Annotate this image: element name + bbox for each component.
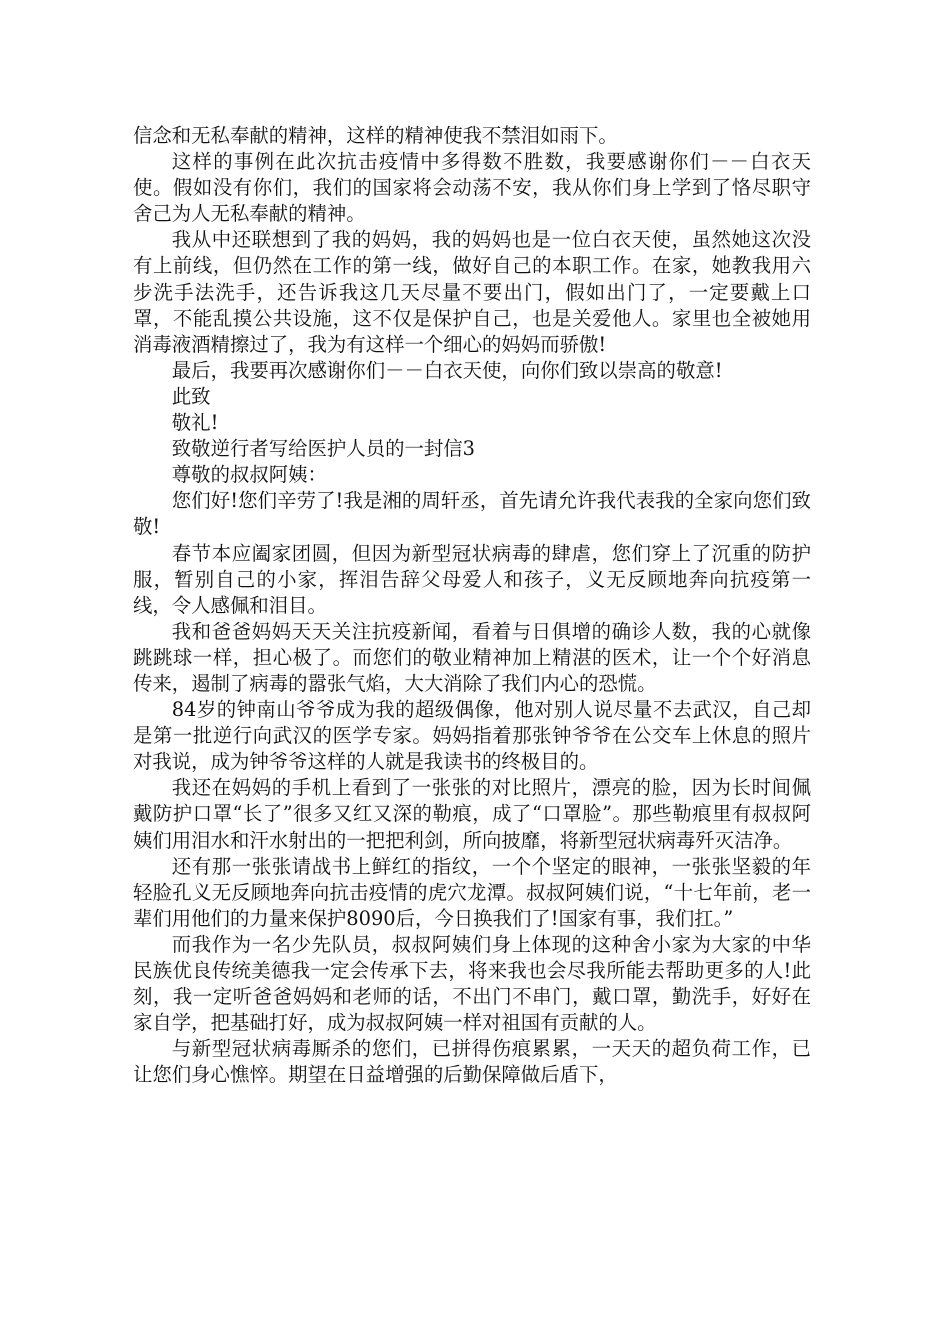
paragraph-zhong-nanshan: 84岁的钟南山爷爷成为我的超级偶像，他对别人说尽量不去武汉，自己却是第一批逆行向武汉的医学专家。妈妈指着那张钟爷爷在公交车上休息的照片对我说，成为钟爷爷这样的人就是我读书的终极目的。 bbox=[133, 698, 811, 774]
letter-heading: 致敬逆行者写给医护人员的一封信3 bbox=[171, 437, 475, 461]
closing-salutation: 此致 bbox=[171, 384, 211, 408]
paragraph-continuation: 信念和无私奉献的精神，这样的精神使我不禁泪如雨下。 bbox=[133, 124, 618, 147]
paragraph-mask-face: 我还在妈妈的手机上看到了一张张的对比照片，漂亮的脸，因为长时间佩戴防护口罩“长了”很多又红又深的勒痕，成了“口罩脸”。那些勒痕里有叔叔阿姨们用泪水和汗水射出的一把把利剑，所向披靡，将新型冠状病毒歼灭洁净。 bbox=[133, 776, 811, 852]
paragraph-mother: 我从中还联想到了我的妈妈，我的妈妈也是一位白衣天使，虽然她这次没有上前线，但仍然在工作的第一线，做好自己的本职工作。在家，她教我用六步洗手法洗手，还告诉我这几天尽量不要出门，假如出门了，一定要戴上口罩，不能乱摸公共设施，这不仅是保护自己，也是关爱他人。家里也全被她用消毒液酒精擦过了，我为有这样一个细心的妈妈而骄傲! bbox=[133, 228, 811, 356]
paragraph-petitions: 还有那一张张请战书上鲜红的指纹，一个个坚定的眼神，一张张坚毅的年轻脸孔义无反顾地奔向抗击疫情的虎穴龙潭。叔叔阿姨们说，“十七年前，老一辈们用他们的力量来保护8090后，今日换我们了!国家有事，我们扛。” bbox=[133, 854, 811, 930]
closing-regards: 敬礼! bbox=[171, 411, 219, 435]
letter-body bbox=[133, 123, 811, 1088]
paragraph-spring-festival: 春节本应阖家团圆，但因为新型冠状病毒的肆虐，您们穿上了沉重的防护服，暂别自己的小家，挥泪告辞父母爱人和孩子，义无反顾地奔向抗疫第一线，令人感佩和泪目。 bbox=[133, 541, 811, 617]
paragraph-young-pioneer: 而我作为一名少先队员，叔叔阿姨们身上体现的这种舍小家为大家的中华民族优良传统美德我一定会传承下去，将来我也会尽我所能去帮助更多的人!此刻，我一定听爸爸妈妈和老师的话，不出门不串门，戴口罩，勤洗手，好好在家自学，把基础打好，成为叔叔阿姨一样对祖国有贡献的人。 bbox=[133, 932, 811, 1035]
paragraph-news: 我和爸爸妈妈天天关注抗疫新闻，看着与日俱增的确诊人数，我的心就像跳跳球一样，担心极了。而您们的敬业精神加上精湛的医术，让一个个好消息传来，遏制了病毒的嚣张气焰，大大消除了我们内心的恐慌。 bbox=[133, 619, 811, 695]
letter-greeting: 尊敬的叔叔阿姨： bbox=[171, 463, 327, 487]
paragraph-support: 与新型冠状病毒厮杀的您们，已拼得伤痕累累，一天天的超负荷工作，已让您们身心憔悴。期望在日益增强的后勤保障做后盾下， bbox=[133, 1037, 811, 1087]
paragraph-thanks-angels: 这样的事例在此次抗击疫情中多得数不胜数，我要感谢你们－－白衣天使。假如没有你们，我们的国家将会动荡不安，我从你们身上学到了恪尽职守舍己为人无私奉献的精神。 bbox=[133, 150, 811, 226]
paragraph-closing-thanks: 最后，我要再次感谢你们－－白衣天使，向你们致以崇高的敬意! bbox=[171, 358, 723, 382]
paragraph-introduction: 您们好!您们辛劳了!我是湘的周轩丞，首先请允许我代表我的全家向您们致敬! bbox=[133, 489, 811, 539]
